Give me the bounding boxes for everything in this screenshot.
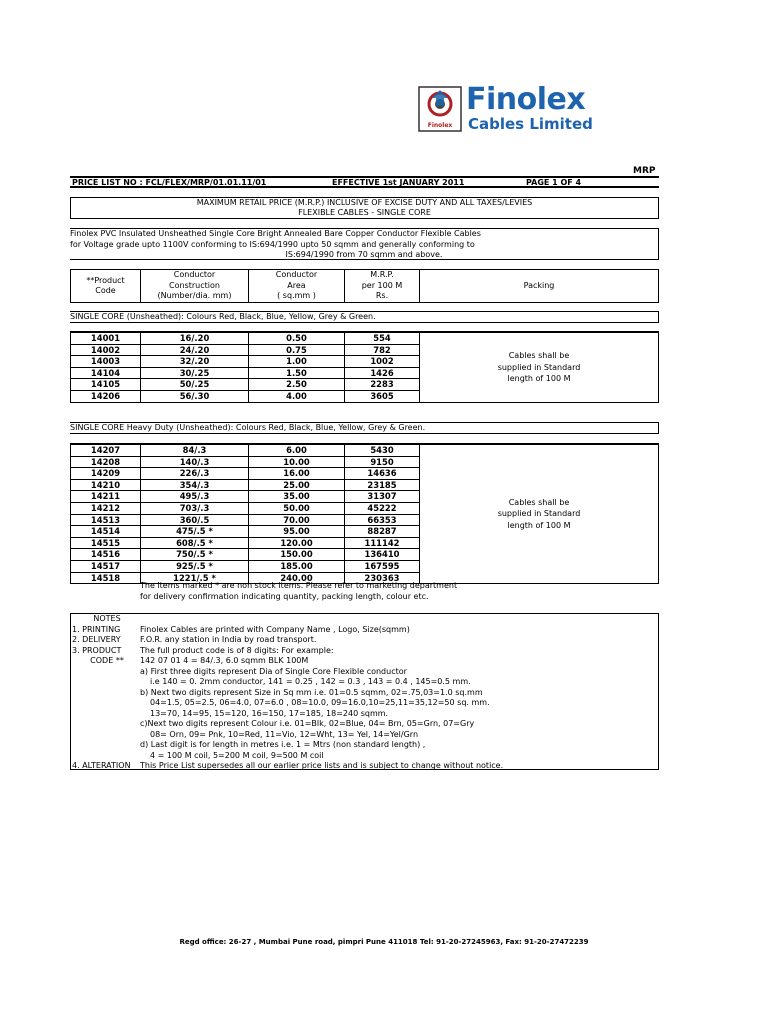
note-label: NOTES [93, 614, 121, 623]
cell-construction: 50/.25 [141, 379, 249, 391]
cell-code: 14516 [71, 549, 141, 561]
cell-area: 70.00 [249, 514, 345, 526]
cell-construction: 140/.3 [141, 456, 249, 468]
cell-code: 14001 [71, 332, 141, 344]
cell-construction: 475/.5 * [141, 526, 249, 538]
cell-construction: 56/.30 [141, 390, 249, 402]
cell-code: 14003 [71, 356, 141, 368]
header-conductor-construction: Conductor Construction (Number/dia. mm) [141, 270, 249, 303]
cell-mrp: 9150 [345, 456, 420, 468]
cell-mrp: 31307 [345, 491, 420, 503]
section2-title: SINGLE CORE Heavy Duty (Unsheathed): Colours Red, Black, Blue, Yellow, Grey & Green. [70, 422, 659, 434]
cell-mrp: 2283 [345, 379, 420, 391]
cell-mrp: 14636 [345, 468, 420, 480]
price-list-bar [70, 176, 659, 188]
notes-content [140, 614, 660, 772]
packing-note [420, 444, 659, 584]
cell-code: 14105 [71, 379, 141, 391]
cell-area: 10.00 [249, 456, 345, 468]
nonstock-line-2: for delivery confirmation indicating quantity, packing length, colour etc. [140, 591, 429, 601]
packing-line: length of 100 M [507, 374, 571, 384]
description-line-2: for Voltage grade upto 1100V conforming to IS:694/1990 upto 50 sqmm and generally conforming to [70, 239, 475, 249]
note-line: 04=1.5, 05=2.5, 06=4.0, 07=6.0 , 08=10.0, 09=16.0,10=25,11=35,12=50 sq. mm. [150, 698, 490, 707]
cell-construction: 495/.3 [141, 491, 249, 503]
packing-line: supplied in Standard [497, 362, 581, 372]
cell-area: 16.00 [249, 468, 345, 480]
title-line-2: FLEXIBLE CABLES - SINGLE CORE [298, 208, 431, 217]
cell-area: 50.00 [249, 502, 345, 514]
cell-code: 14208 [71, 456, 141, 468]
price-list-number: PRICE LIST NO : FCL/FLEX/MRP/01.01.11/01 [72, 178, 267, 187]
cell-area: 120.00 [249, 537, 345, 549]
cell-mrp: 23185 [345, 479, 420, 491]
note-line: i.e 140 = 0. 2mm conductor, 141 = 0.25 , 142 = 0.3 , 143 = 0.4 , 145=0.5 mm. [150, 677, 471, 686]
cell-area: 6.00 [249, 444, 345, 456]
note-line: This Price List supersedes all our earlier price lists and is subject to change without notice. [140, 761, 504, 770]
cell-area: 1.50 [249, 367, 345, 379]
cell-area: 1.00 [249, 356, 345, 368]
section1-price-table [70, 331, 659, 403]
note-line: Finolex Cables are printed with Company Name , Logo, Size(sqmm) [140, 624, 410, 634]
packing-line: length of 100 M [507, 520, 571, 530]
cell-code: 14212 [71, 502, 141, 514]
cell-construction: 30/.25 [141, 367, 249, 379]
cell-mrp: 3605 [345, 390, 420, 402]
cell-code: 14517 [71, 560, 141, 572]
note-label: 1. PRINTING [72, 624, 121, 634]
cell-area: 0.50 [249, 332, 345, 344]
note-line: b) Next two digits represent Size in Sq mm i.e. 01=0.5 sqmm, 02=.75,03=1.0 sq.mm [140, 687, 483, 697]
cell-code: 14513 [71, 514, 141, 526]
title-line-1: MAXIMUM RETAIL PRICE (M.R.P.) INCLUSIVE OF EXCISE DUTY AND ALL TAXES/LEVIES [196, 198, 533, 207]
cell-code: 14002 [71, 344, 141, 356]
cell-mrp: 554 [345, 332, 420, 344]
cell-construction: 226/.3 [141, 468, 249, 480]
note-label: 2. DELIVERY [72, 635, 121, 644]
column-header-table [70, 269, 659, 303]
finolex-emblem-icon [418, 86, 462, 132]
cell-construction: 703/.3 [141, 502, 249, 514]
title-box [70, 197, 659, 219]
mrp-label: MRP [633, 166, 656, 176]
header-conductor-area: Conductor Area ( sq.mm ) [249, 270, 345, 303]
description-box [70, 228, 659, 260]
table-row [71, 444, 659, 456]
note-line: 142 07 01 4 = 84/.3, 6.0 sqmm BLK 100M [140, 656, 309, 665]
packing-line: Cables shall be [508, 351, 570, 361]
cell-construction: 84/.3 [141, 444, 249, 456]
cell-area: 2.50 [249, 379, 345, 391]
cell-code: 14515 [71, 537, 141, 549]
cell-construction: 24/.20 [141, 344, 249, 356]
packing-note [420, 332, 659, 402]
nonstock-note [140, 581, 457, 602]
cell-area: 4.00 [249, 390, 345, 402]
cell-code: 14518 [71, 572, 141, 584]
note-line: 08= Orn, 09= Pnk, 10=Red, 11=Vio, 12=Wht, 13= Yel, 14=Yel/Grn [150, 729, 419, 739]
note-line: d) Last digit is for length in metres i.e. 1 = Mtrs (non standard length) , [140, 740, 426, 749]
header-packing: Packing [420, 270, 659, 303]
note-line: 4 = 100 M coil, 5=200 M coil, 9=500 M coil [150, 750, 324, 760]
cell-area: 0.75 [249, 344, 345, 356]
cell-code: 14514 [71, 526, 141, 538]
note-line: 13=70, 14=95, 15=120, 16=150, 17=185, 18=240 sqmm. [150, 708, 389, 718]
cell-mrp: 45222 [345, 502, 420, 514]
header-product-code: **Product Code [71, 270, 141, 303]
note-line: F.O.R. any station in India by road transport. [140, 635, 317, 644]
cell-area: 185.00 [249, 560, 345, 572]
page-number: PAGE 1 OF 4 [526, 178, 582, 187]
cell-construction: 32/.20 [141, 356, 249, 368]
section2-price-table [70, 443, 659, 584]
cell-mrp: 5430 [345, 444, 420, 456]
cell-area: 35.00 [249, 491, 345, 503]
cell-mrp: 782 [345, 344, 420, 356]
cell-code: 14211 [71, 491, 141, 503]
cell-construction: 16/.20 [141, 332, 249, 344]
header-mrp: M.R.P. per 100 M Rs. [345, 270, 420, 303]
table-row [71, 332, 659, 344]
cell-mrp: 66353 [345, 514, 420, 526]
logo-subtitle: Cables Limited [468, 115, 593, 133]
note-label: 4. ALTERATION [72, 761, 131, 770]
cell-construction: 360/.5 [141, 514, 249, 526]
cell-construction: 608/.5 * [141, 537, 249, 549]
note-label: CODE ** [90, 656, 124, 665]
cell-mrp: 1426 [345, 367, 420, 379]
note-label: 3. PRODUCT [72, 645, 122, 655]
cell-construction: 750/.5 * [141, 549, 249, 561]
packing-line: Cables shall be [508, 497, 570, 507]
section1-title: SINGLE CORE (Unsheathed): Colours Red, Black, Blue, Yellow, Grey & Green. [70, 311, 659, 323]
cell-area: 25.00 [249, 479, 345, 491]
cell-mrp: 88287 [345, 526, 420, 538]
notes-labels [72, 614, 142, 772]
cell-mrp: 167595 [345, 560, 420, 572]
cell-construction: 354/.3 [141, 479, 249, 491]
company-logo [418, 82, 594, 134]
nonstock-line-1: The items marked * are non stock items. Please refer to marketing department [140, 581, 458, 590]
cell-area: 150.00 [249, 549, 345, 561]
cell-mrp: 230363 [345, 572, 420, 584]
cell-mrp: 1002 [345, 356, 420, 368]
cell-mrp: 136410 [345, 549, 420, 561]
description-line-3: IS:694/1990 from 70 sqmm and above. [285, 250, 443, 259]
cell-code: 14207 [71, 444, 141, 456]
cell-code: 14104 [71, 367, 141, 379]
cell-mrp: 111142 [345, 537, 420, 549]
cell-area: 240.00 [249, 572, 345, 584]
cell-code: 14209 [71, 468, 141, 480]
cell-construction: 925/.5 * [141, 560, 249, 572]
description-line-1: Finolex PVC Insulated Unsheathed Single Core Bright Annealed Bare Copper Conductor Flexible Cables [70, 229, 481, 238]
note-line: The full product code is of 8 digits: For example: [140, 645, 334, 655]
svg-text:Finolex: Finolex [427, 122, 453, 129]
logo-wordmark: Finolex [466, 82, 586, 117]
note-line: c)Next two digits represent Colour i.e. 01=Blk, 02=Blue, 04= Brn, 05=Grn, 07=Gry [140, 719, 475, 728]
effective-date: EFFECTIVE 1st JANUARY 2011 [332, 178, 465, 187]
cell-code: 14206 [71, 390, 141, 402]
note-line: a) First three digits represent Dia of Single Core Flexible conductor [140, 666, 407, 676]
cell-code: 14210 [71, 479, 141, 491]
cell-area: 95.00 [249, 526, 345, 538]
footer-address: Regd office: 26-27 , Mumbai Pune road, pimpri Pune 411018 Tel: 91-20-27245963, Fax: 91-20-27472239 [179, 938, 589, 946]
cell-construction: 1221/.5 * [141, 572, 249, 584]
packing-line: supplied in Standard [497, 509, 581, 519]
